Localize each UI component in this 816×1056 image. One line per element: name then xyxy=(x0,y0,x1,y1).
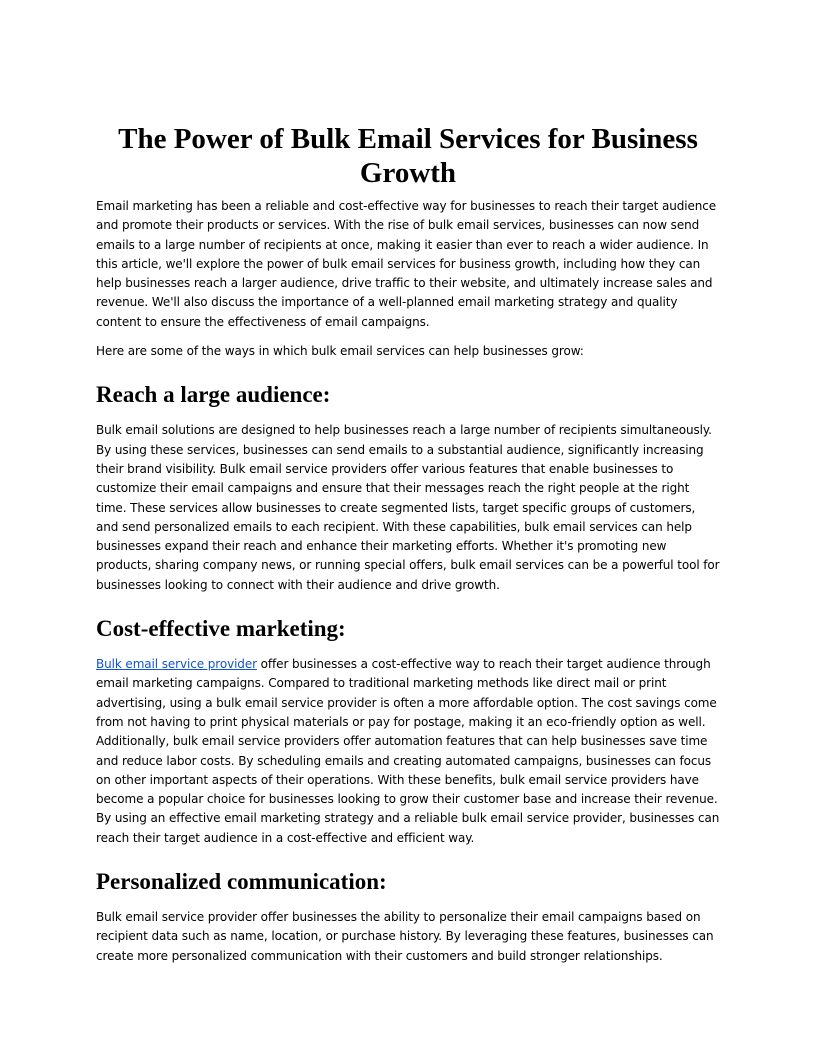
section-body-personalized: Bulk email service provider offer businesses the ability to personalize their email campaigns based on recipient data such as name, location, or purchase history. By leveraging these features, businesses can create more personalized communication with their customers and build stronger relationships. xyxy=(96,910,714,963)
section-heading-cost: Cost-effective marketing: xyxy=(96,616,346,642)
document-title: The Power of Bulk Email Services for Business Growth xyxy=(118,123,698,189)
section-heading-personalized: Personalized communication: xyxy=(96,869,387,895)
document-page xyxy=(96,122,720,976)
section-heading-reach: Reach a large audience: xyxy=(96,382,331,408)
section-body-cost-text: offer businesses a cost-effective way to reach their target audience through email marketing campaigns. Compared to traditional marketing methods like direct mail or print advertising, using a bulk email service provider is often a more affordable option. The cost savings come from not having to print physical materials or pay for postage, making it an eco-friendly option as well. Additionally, bulk email service providers offer automation features that can help businesses save time and reduce labor costs. By scheduling emails and creating automated campaigns, businesses can focus on other important aspects of their operations. With these benefits, bulk email service providers have become a popular choice for businesses looking to grow their customer base and increase their revenue. By using an effective email marketing strategy and a reliable bulk email service provider, businesses can reach their target audience in a cost-effective and efficient way. xyxy=(96,657,720,845)
intro-paragraph: Email marketing has been a reliable and cost-effective way for businesses to reach their target audience and promote their products or services. With the rise of bulk email services, businesses can now send emails to a large number of recipients at once, making it easier than ever to reach a wider audience. In this article, we'll explore the power of bulk email services for business growth, including how they can help businesses reach a larger audience, drive traffic to their website, and ultimately increase sales and revenue. We'll also discuss the importance of a well-planned email marketing strategy and quality content to ensure the effectiveness of email campaigns. xyxy=(96,199,717,329)
lead-in-paragraph: Here are some of the ways in which bulk email services can help businesses grow: xyxy=(96,344,584,359)
bulk-email-provider-link[interactable]: Bulk email service provider xyxy=(96,657,257,672)
section-body-reach: Bulk email solutions are designed to help businesses reach a large number of recipients simultaneously. By using these services, businesses can send emails to a substantial audience, significantly increasing their brand visibility. Bulk email service providers offer various features that enable businesses to customize their email campaigns and ensure that their messages reach the right people at the right time. These services allow businesses to create segmented lists, target specific groups of customers, and send personalized emails to each recipient. With these capabilities, bulk email services can help businesses expand their reach and enhance their marketing efforts. Whether it's promoting new products, sharing company news, or running special offers, bulk email services can be a powerful tool for businesses looking to connect with their audience and drive growth. xyxy=(96,423,720,592)
section-body-cost xyxy=(96,655,720,848)
